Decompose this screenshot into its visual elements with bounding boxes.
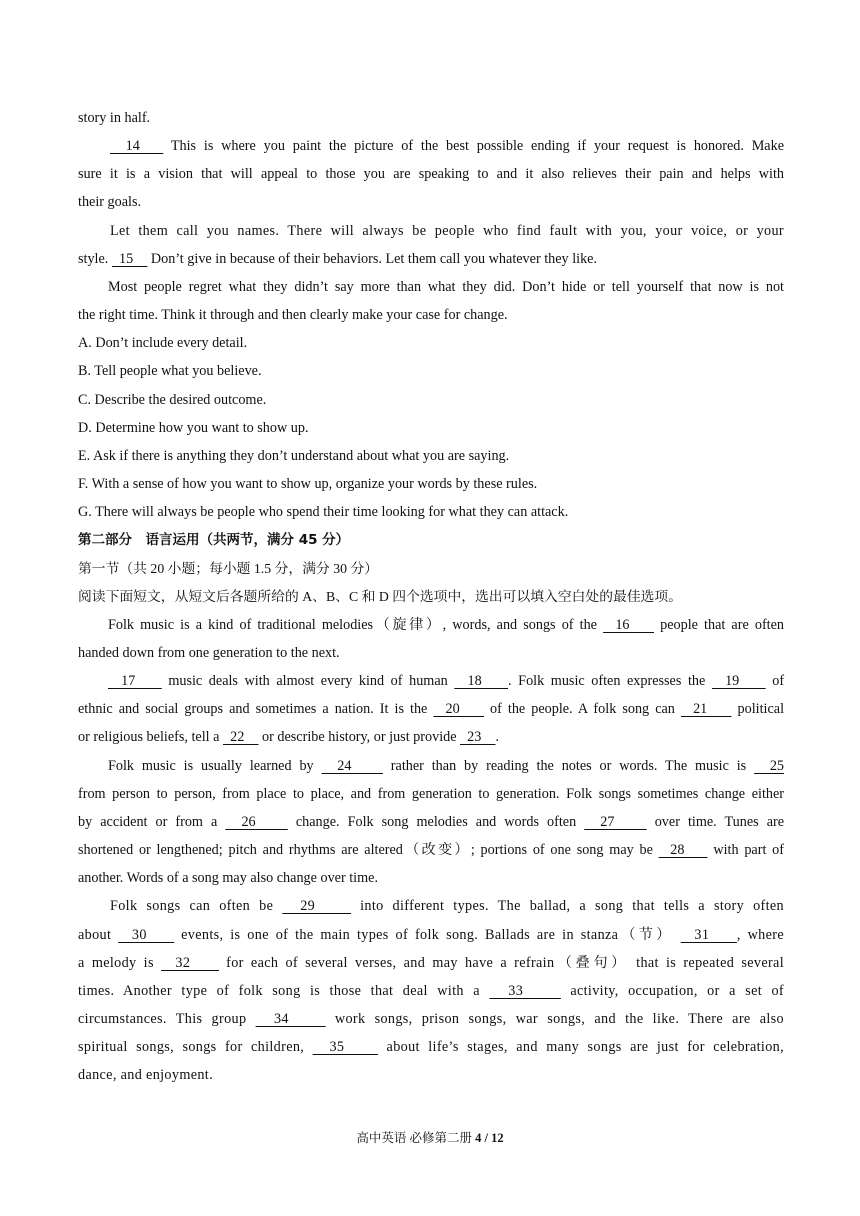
- part-two-heading: 第二部分 语言运用（共两节，满分 45 分）: [78, 532, 350, 549]
- answer-blank-35: 35: [312, 1039, 379, 1056]
- option-a: A. Don’t include every detail.: [78, 335, 248, 352]
- answer-blank-29: 29: [282, 898, 352, 915]
- text-line: [78, 1005, 784, 1033]
- answer-blank-22: 22: [223, 729, 259, 746]
- text-span: , where: [736, 926, 784, 943]
- answer-blank-23: 23: [460, 729, 496, 746]
- text-line: [78, 892, 784, 920]
- text-span: change. Folk song melodies and words often: [295, 813, 577, 830]
- text-span: spiritual songs, songs for children,: [78, 1039, 305, 1056]
- option-c: C. Describe the desired outcome.: [78, 391, 267, 408]
- answer-blank-16: 16: [603, 616, 654, 633]
- text-span: . Folk music often expresses the: [508, 673, 706, 690]
- text-span: by accident or from a: [78, 813, 218, 830]
- answer-blank-33: 33: [489, 982, 561, 999]
- answer-blank-18: 18: [454, 673, 509, 690]
- text-span: about: [78, 926, 112, 943]
- footer-subject: 高中英语 必修第二册: [356, 1131, 473, 1145]
- option-b: B. Tell people what you believe.: [78, 363, 262, 380]
- text-span: a melody is: [78, 954, 154, 971]
- text-span: style.: [78, 250, 109, 267]
- text-line: [78, 752, 784, 780]
- text-span: music deals with almost every kind of human: [168, 673, 448, 690]
- text-span: for each of several verses, and may have a refrain（叠句） that is repeated several: [226, 954, 784, 971]
- answer-blank-17: 17: [108, 673, 162, 690]
- answer-blank-30: 30: [118, 926, 175, 943]
- text-span: work songs, prison songs, war songs, and the like. There are also: [334, 1011, 784, 1027]
- text-line: [78, 1033, 784, 1061]
- answer-blank-27: 27: [584, 813, 647, 830]
- option-d: D. Determine how you want to show up.: [78, 419, 309, 436]
- text-line: the right time. Think it through and then clearly make your case for change.: [78, 307, 508, 324]
- text-line: Let them call you names. There will always be people who find fault with you, your voice, or your: [110, 222, 784, 239]
- text-span: people that are often: [660, 616, 785, 633]
- text-span: Folk music is usually learned by: [108, 757, 314, 774]
- answer-blank-28: 28: [658, 842, 708, 859]
- text-span: shortened or lengthened; pitch and rhythms are altered（改变）; portions of one song may be: [78, 842, 653, 859]
- text-span: This is where you paint the picture of the best possible ending if your request is honored. Make: [170, 138, 784, 155]
- text-line: story in half.: [78, 110, 151, 126]
- text-span: or religious beliefs, tell a: [78, 729, 220, 746]
- answer-blank-31: 31: [680, 926, 737, 943]
- text-span: of: [772, 673, 785, 690]
- text-line: their goals.: [78, 194, 142, 211]
- text-line: from person to person, from place to place, and from generation to generation. Folk songs sometimes change either: [78, 785, 784, 802]
- page-footer: [0, 1128, 860, 1146]
- answer-blank-32: 32: [161, 954, 219, 971]
- text-span: events, is one of the main types of folk song. Ballads are in stanza（节）: [181, 926, 674, 943]
- text-span: about life’s stages, and many songs are just for celebration,: [386, 1039, 784, 1056]
- answer-blank-26: 26: [225, 813, 288, 830]
- document-body: [78, 104, 784, 1089]
- text-span: Don’t give in because of their behaviors. Let them call you whatever they like.: [150, 250, 598, 267]
- text-line: dance, and enjoyment.: [78, 1067, 213, 1084]
- text-line: [78, 667, 784, 695]
- text-line: [78, 836, 784, 864]
- text-line: [78, 949, 784, 977]
- text-line: [78, 977, 784, 1005]
- text-line: another. Words of a song may also change over time.: [78, 870, 378, 887]
- answer-blank-14: 14: [110, 138, 164, 155]
- page-number: 4 / 12: [475, 1131, 504, 1145]
- answer-blank-25: 25: [754, 757, 785, 774]
- text-line: sure it is a vision that will appeal to those you are speaking to and it also relieves their pain and helps with: [78, 166, 784, 183]
- answer-blank-15: 15: [111, 250, 148, 267]
- text-span: of the people. A folk song can: [490, 701, 675, 718]
- text-line: [78, 921, 784, 949]
- text-span: times. Another type of folk song is those that deal with a: [78, 982, 480, 999]
- text-span: into different types. The ballad, a song that tells a story often: [360, 898, 784, 915]
- text-line: [78, 695, 784, 723]
- text-line: [78, 245, 784, 273]
- text-span: with part of: [713, 842, 784, 859]
- option-g: G. There will always be people who spend their time looking for what they can attack.: [78, 504, 569, 521]
- text-span: Folk music is a kind of traditional melodies（旋律）, words, and songs of the: [108, 616, 597, 633]
- answer-blank-19: 19: [711, 673, 766, 690]
- text-span: circumstances. This group: [78, 1011, 247, 1027]
- answer-blank-24: 24: [321, 757, 383, 774]
- section-one-heading: 第一节（共 20 小题；每小题 1.5 分，满分 30 分）: [78, 560, 379, 576]
- text-line: Most people regret what they didn’t say more than what they did. Don’t hide or tell yourself that now is not: [108, 278, 784, 295]
- text-span: or describe history, or just provide: [262, 729, 457, 746]
- instructions: 阅读下面短文，从短文后各题所给的 A、B、C 和 D 四个选项中，选出可以填入空白处的最佳选项。: [78, 588, 683, 604]
- text-span: political: [737, 701, 785, 718]
- text-span: rather than by reading the notes or words. The music is: [390, 757, 747, 774]
- answer-blank-34: 34: [255, 1011, 326, 1027]
- text-line: [78, 132, 784, 160]
- text-span: Folk songs can often be: [110, 898, 274, 915]
- text-line: [78, 808, 784, 836]
- answer-blank-20: 20: [433, 701, 484, 718]
- text-line: handed down from one generation to the next.: [78, 644, 340, 661]
- option-e: E. Ask if there is anything they don’t understand about what you are saying.: [78, 447, 510, 464]
- text-span: activity, occupation, or a set of: [570, 982, 784, 999]
- text-line: [78, 611, 784, 639]
- text-span: .: [495, 729, 500, 746]
- text-line: [78, 723, 784, 751]
- answer-blank-21: 21: [680, 701, 732, 718]
- text-span: ethnic and social groups and sometimes a nation. It is the: [78, 701, 428, 718]
- text-span: over time. Tunes are: [654, 813, 785, 830]
- option-f: F. With a sense of how you want to show up, organize your words by these rules.: [78, 476, 538, 493]
